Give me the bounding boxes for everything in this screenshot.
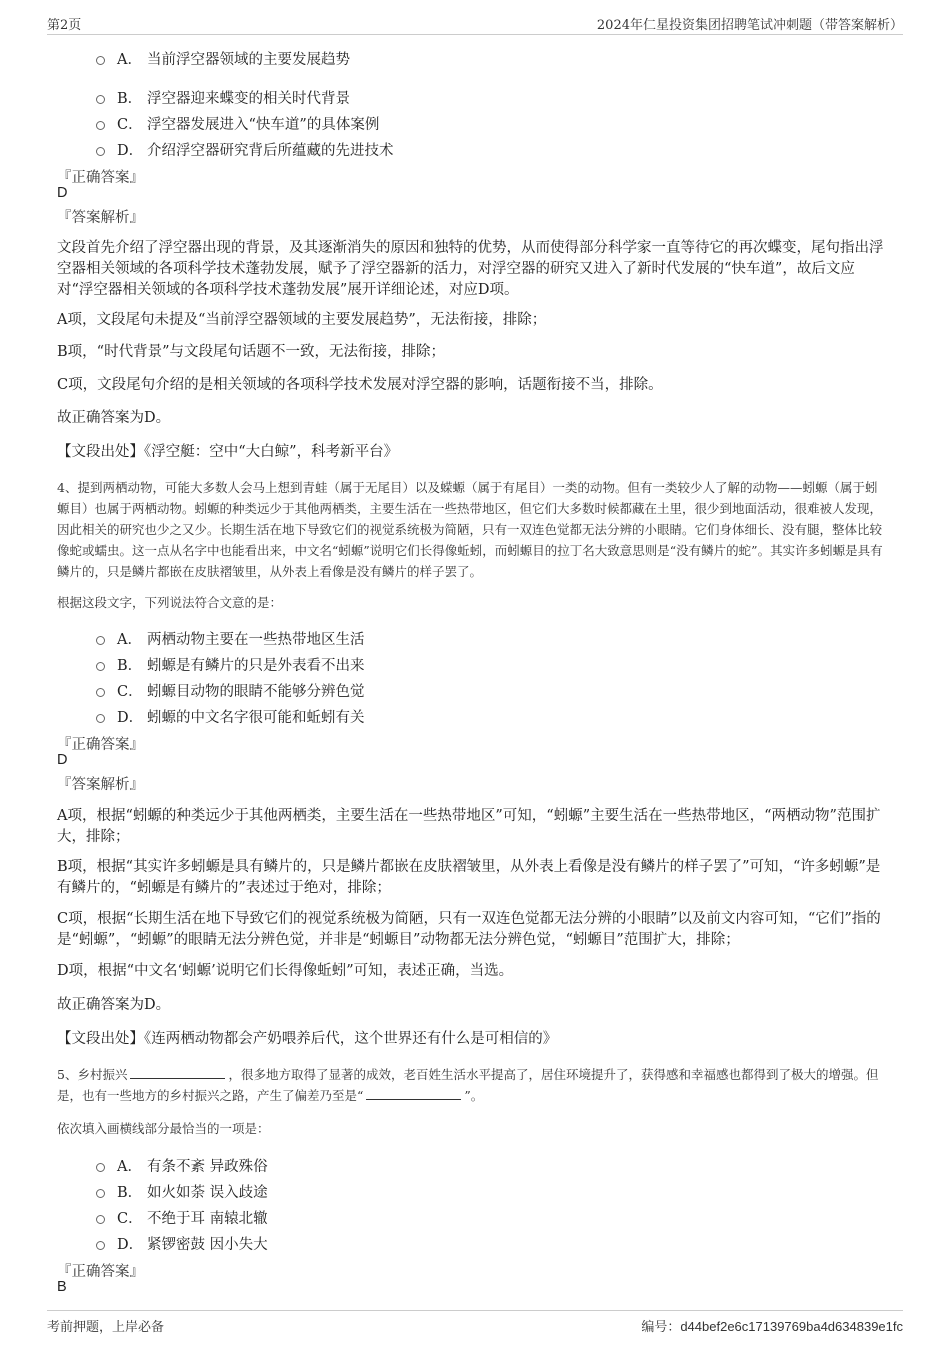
- page-header: [47, 14, 903, 35]
- q4-analysis-a: A项，根据“蚓螈的种类远少于其他两栖类，主要生活在一些热带地区”可知，“蚓螈”主要生活在一些热带地区，“两栖动物”范围扩大，排除；: [57, 808, 881, 845]
- radio-icon[interactable]: [96, 56, 105, 65]
- q3-option-b[interactable]: B． 浮空器迎来蝶变的相关时代背景: [96, 87, 350, 108]
- q5-option-b[interactable]: B． 如火如荼 误入歧途: [96, 1181, 268, 1202]
- q5-stem: 5、乡村振兴 ，很多地方取得了显著的成效，老百姓生活水平提高了，居住环境提升了，获得感和幸福感也都得到了极大的增强。但是，也有一些地方的乡村振兴之路，产生了偏差乃至是“ ”。: [57, 1067, 879, 1103]
- q5-option-c[interactable]: C． 不绝于耳 南辕北辙: [96, 1207, 268, 1228]
- q5-prompt: 依次填入画横线部分最恰当的一项是：: [57, 1121, 270, 1136]
- q4-analysis-label: 『答案解析』: [57, 777, 144, 793]
- q4-option-d[interactable]: D． 蚓螈的中文名字很可能和蚯蚓有关: [96, 706, 365, 727]
- q5-answer-label: 『正确答案』: [57, 1264, 144, 1280]
- q4-analysis-d: D项，根据“中文名‘蚓螈’说明它们长得像蚯蚓”可知，表述正确，当选。: [57, 963, 514, 979]
- q3-source: 【文段出处】《浮空艇：空中“大白鲸”，科考新平台》: [57, 444, 399, 460]
- q3-answer-label: 『正确答案』: [57, 170, 144, 186]
- q4-source: 【文段出处】《连两栖动物都会产奶喂养后代，这个世界还有什么是可相信的》: [57, 1031, 558, 1047]
- q4-answer-label: 『正确答案』: [57, 737, 144, 753]
- q4-stem: 4、提到两栖动物，可能大多数人会马上想到青蛙（属于无尾目）以及蝾螈（属于有尾目）一类的动物。但有一类较少人了解的动物——蚓螈（属于蚓螈目）也属于两栖动物。蚓螈的种类远少于其他两栖类，主要生活在一些热带地区，但它们大多数时候都藏在土里，很少到地面活动，很难被人发现，因此相关的研究也少之又少。长期生活在地下导致它们的视觉系统极为简陋，只有一双连色觉都无法分辨的小眼睛。它们身体细长、没有腿，整体比较像蛇或蠕虫。这一点从名字中也能看出来，中文名“蚓螈”说明它们长得像蚯蚓，而蚓螈目的拉丁名大致意思则是“没有鳞片的蛇”。其实许多蚓螈是具有鳞片的，只是鳞片都嵌在皮肤褶皱里，从外表上看像是没有鳞片的样子罢了。: [57, 480, 883, 579]
- radio-icon[interactable]: [96, 1163, 105, 1172]
- q4-analysis-b: B项，根据“其实许多蚓螈是具有鳞片的，只是鳞片都嵌在皮肤褶皱里，从外表上看像是没有鳞片的样子罢了”可知，“许多蚓螈”是有鳞片的，“蚓螈是有鳞片的”表述过于绝对，排除；: [57, 859, 881, 896]
- q5-option-d[interactable]: D． 紧锣密鼓 因小失大: [96, 1233, 268, 1254]
- fill-blank-2[interactable]: [366, 1087, 461, 1100]
- radio-icon[interactable]: [96, 636, 105, 645]
- radio-icon[interactable]: [96, 1215, 105, 1224]
- q4-option-c[interactable]: C． 蚓螈目动物的眼睛不能够分辨色觉: [96, 680, 365, 701]
- q4-analysis-conclusion: 故正确答案为D。: [57, 997, 171, 1013]
- radio-icon[interactable]: [96, 95, 105, 104]
- q3-option-d[interactable]: D． 介绍浮空器研究背后所蕴藏的先进技术: [96, 139, 394, 160]
- q3-option-c[interactable]: C． 浮空器发展进入“快车道”的具体案例: [96, 113, 379, 134]
- radio-icon[interactable]: [96, 121, 105, 130]
- radio-icon[interactable]: [96, 714, 105, 723]
- q3-analysis-label: 『答案解析』: [57, 210, 144, 226]
- footer-code: 编号：d44bef2e6c17139769ba4d634839e1fc: [641, 1319, 903, 1335]
- radio-icon[interactable]: [96, 1241, 105, 1250]
- radio-icon[interactable]: [96, 147, 105, 156]
- radio-icon[interactable]: [96, 662, 105, 671]
- page-footer: [47, 1310, 903, 1337]
- fill-blank-1[interactable]: [130, 1066, 225, 1079]
- radio-icon[interactable]: [96, 688, 105, 697]
- q3-analysis-conclusion: 故正确答案为D。: [57, 410, 171, 426]
- q3-analysis-paragraph: 文段首先介绍了浮空器出现的背景，及其逐渐消失的原因和独特的优势，从而使得部分科学家一直等待它的再次蝶变，尾句指出浮空器相关领域的各项科学技术蓬勃发展，赋予了浮空器新的活力，对浮空器的研究又进入了新时代发展的“快车道”，故后文应对“浮空器相关领域的各项科学技术蓬勃发展”展开详细论述，对应D项。: [57, 240, 884, 298]
- q5-option-a[interactable]: A． 有条不紊 异政殊俗: [96, 1155, 268, 1176]
- q4-answer: D: [57, 752, 68, 768]
- q4-prompt: 根据这段文字，下列说法符合文意的是：: [57, 595, 283, 610]
- radio-icon[interactable]: [96, 1189, 105, 1198]
- q4-option-a[interactable]: A． 两栖动物主要在一些热带地区生活: [96, 628, 365, 649]
- footer-slogan: 考前押题，上岸必备: [47, 1320, 165, 1335]
- q3-analysis-c: C项，文段尾句介绍的是相关领域的各项科学技术发展对浮空器的影响，话题衔接不当，排除。: [57, 377, 663, 393]
- q4-analysis-c: C项，根据“长期生活在地下导致它们的视觉系统极为简陋，只有一双连色觉都无法分辨的小眼睛”以及前文内容可知，“它们”指的是“蚓螈”，“蚓螈”的眼睛无法分辨色觉，并非是“蚓螈目”动物都无法分辨色觉，“蚓螈目”范围扩大，排除；: [57, 911, 881, 948]
- document-title: 2024年仁星投资集团招聘笔试冲刺题（带答案解析）: [596, 18, 903, 33]
- q3-answer: D: [57, 185, 68, 201]
- q4-option-b[interactable]: B． 蚓螈是有鳞片的只是外表看不出来: [96, 654, 365, 675]
- q3-analysis-a: A项，文段尾句未提及“当前浮空器领域的主要发展趋势”，无法衔接，排除；: [57, 312, 547, 328]
- page-number: 第2页: [47, 18, 82, 33]
- q3-analysis-b: B项，“时代背景”与文段尾句话题不一致，无法衔接，排除；: [57, 344, 445, 360]
- q3-option-a[interactable]: A． 当前浮空器领域的主要发展趋势: [96, 48, 350, 69]
- q5-answer: B: [57, 1279, 67, 1295]
